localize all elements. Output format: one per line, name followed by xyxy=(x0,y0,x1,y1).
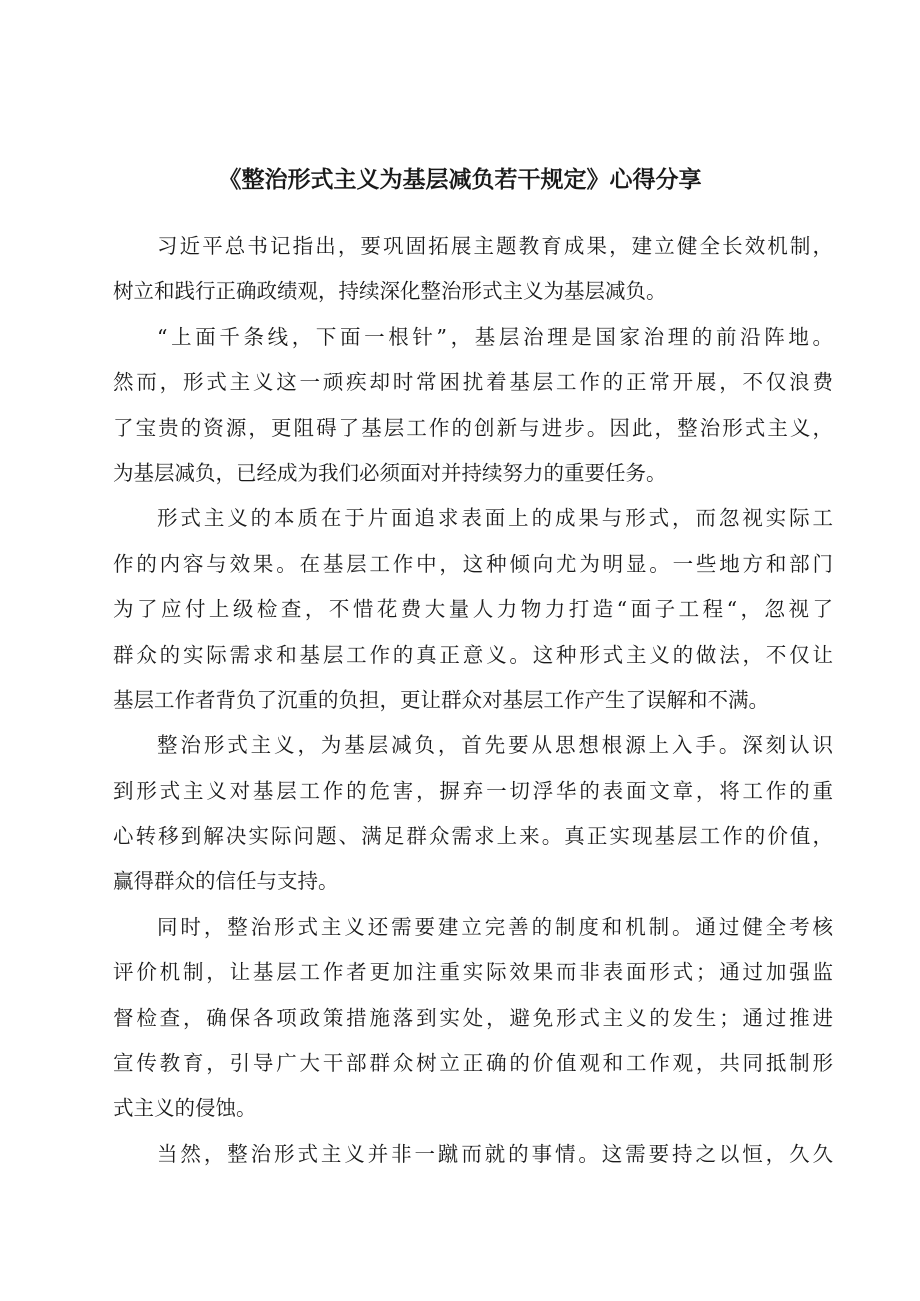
body-line: 为基层减负，已经成为我们必须面对并持续努力的重要任务。 xyxy=(113,460,667,485)
body-line: 群众的实际需求和基层工作的真正意义。这种形式主义的做法，不仅让 xyxy=(113,642,833,667)
body-line: 了宝贵的资源，更阻碍了基层工作的创新与进步。因此，整治形式主义， xyxy=(113,415,833,440)
body-line: 习近平总书记指出，要巩固拓展主题教育成果，建立健全长效机制， xyxy=(157,234,833,258)
body-line: 心转移到解决实际问题、满足群众需求上来。真正实现基层工作的价值， xyxy=(113,824,833,849)
body-line: “上面千条线，下面一根针”，基层治理是国家治理的前沿阵地。 xyxy=(157,324,833,349)
body-line: 形式主义的本质在于片面追求表面上的成果与形式，而忽视实际工 xyxy=(157,506,833,531)
body-line: 作的内容与效果。在基层工作中，这种倾向尤为明显。一些地方和部门 xyxy=(113,551,833,576)
body-line: 评价机制，让基层工作者更加注重实际效果而非表面形式；通过加强监 xyxy=(113,960,833,985)
body-line: 赢得群众的信任与支持。 xyxy=(113,869,339,894)
body-line: 树立和践行正确政绩观，持续深化整治形式主义为基层减负。 xyxy=(113,279,667,304)
body-line: 同时，整治形式主义还需要建立完善的制度和机制。通过健全考核 xyxy=(157,914,833,939)
body-line: 整治形式主义，为基层减负，首先要从思想根源上入手。深刻认识 xyxy=(157,733,833,758)
body-line: 督检查，确保各项政策措施落到实处，避免形式主义的发生；通过推进 xyxy=(113,1005,833,1030)
body-line: 式主义的侵蚀。 xyxy=(113,1096,257,1121)
body-line: 到形式主义对基层工作的危害，摒弃一切浮华的表面文章，将工作的重 xyxy=(113,778,833,803)
document-title: 《整治形式主义为基层减负若干规定》心得分享 xyxy=(218,167,702,193)
body-line: 为了应付上级检查，不惜花费大量人力物力打造“面子工程“，忽视了 xyxy=(113,597,833,622)
body-line: 然而，形式主义这一顽疾却时常困扰着基层工作的正常开展，不仅浪费 xyxy=(113,370,833,395)
document-body xyxy=(113,224,833,1177)
body-line: 基层工作者背负了沉重的负担，更让群众对基层工作产生了误解和不满。 xyxy=(113,687,769,712)
body-line: 宣传教育，引导广大干部群众树立正确的价值观和工作观，共同抵制形 xyxy=(113,1051,833,1076)
body-line: 当然，整治形式主义并非一蹴而就的事情。这需要持之以恒，久久 xyxy=(157,1141,833,1166)
